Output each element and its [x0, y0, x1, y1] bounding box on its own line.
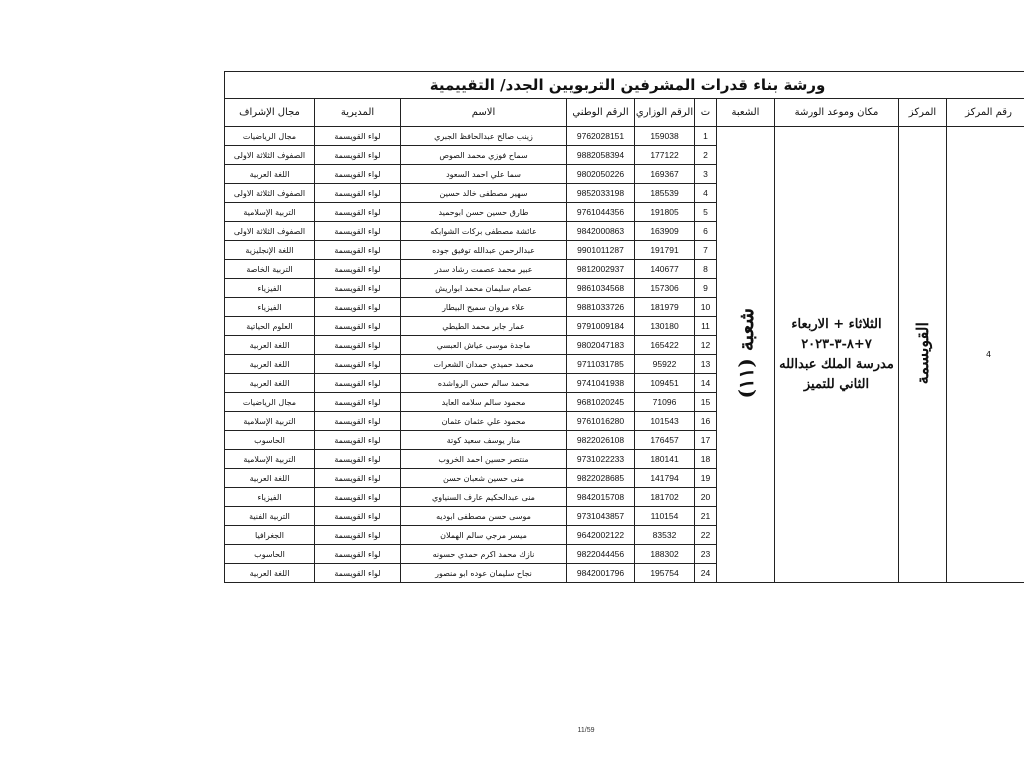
venue-cell	[775, 127, 899, 583]
participant-name: ميسر مرجي سالم الهملان	[401, 526, 567, 545]
participant-name: محمد سالم حسن الرواشده	[401, 374, 567, 393]
supervision-field: اللغة العربية	[225, 564, 315, 583]
row-index: 24	[695, 564, 717, 583]
table-row	[225, 127, 1024, 146]
directorate: لواء القويسمة	[315, 317, 401, 336]
participant-name: محمود سالم سلامه العايد	[401, 393, 567, 412]
ministry-number: 177122	[635, 146, 695, 165]
supervision-field: التربية الإسلامية	[225, 412, 315, 431]
ministry-number: 181979	[635, 298, 695, 317]
supervision-field: الفيزياء	[225, 279, 315, 298]
row-index: 5	[695, 203, 717, 222]
row-index: 8	[695, 260, 717, 279]
header-section: الشعبة	[717, 99, 775, 127]
national-number: 9822044456	[567, 545, 635, 564]
header-venue: مكان وموعد الورشة	[775, 99, 899, 127]
row-index: 18	[695, 450, 717, 469]
national-number: 9882058394	[567, 146, 635, 165]
national-number: 9731043857	[567, 507, 635, 526]
venue-dates: الثلاثاء + الاربعاء ٧+٨-٣-٢٠٢٣	[791, 316, 882, 352]
header-center: المركز	[899, 99, 947, 127]
page-number: 11/59	[577, 727, 595, 734]
directorate: لواء القويسمة	[315, 488, 401, 507]
participant-name: منى حسين شعبان حسن	[401, 469, 567, 488]
participant-name: عبدالرحمن عبدالله توفيق جوده	[401, 241, 567, 260]
participant-name: عائشة مصطفى بركات الشوابكه	[401, 222, 567, 241]
row-index: 14	[695, 374, 717, 393]
national-number: 9681020245	[567, 393, 635, 412]
participant-name: سماح فوزي محمد الصوص	[401, 146, 567, 165]
directorate: لواء القويسمة	[315, 241, 401, 260]
row-index: 23	[695, 545, 717, 564]
header-directorate: المديرية	[315, 99, 401, 127]
ministry-number: 163909	[635, 222, 695, 241]
directorate: لواء القويسمة	[315, 564, 401, 583]
directorate: لواء القويسمة	[315, 127, 401, 146]
directorate: لواء القويسمة	[315, 184, 401, 203]
row-index: 19	[695, 469, 717, 488]
directorate: لواء القويسمة	[315, 469, 401, 488]
directorate: لواء القويسمة	[315, 431, 401, 450]
participant-name: منى عبدالحكيم عارف السنياوي	[401, 488, 567, 507]
participant-name: منتصر حسين احمد الخروب	[401, 450, 567, 469]
ministry-number: 71096	[635, 393, 695, 412]
participant-name: سهير مصطفى خالد حسين	[401, 184, 567, 203]
national-number: 9822028685	[567, 469, 635, 488]
national-number: 9731022233	[567, 450, 635, 469]
directorate: لواء القويسمة	[315, 545, 401, 564]
ministry-number: 95922	[635, 355, 695, 374]
ministry-number: 181702	[635, 488, 695, 507]
row-index: 9	[695, 279, 717, 298]
participant-name: عصام سليمان محمد ابواريش	[401, 279, 567, 298]
participant-name: زينب صالح عبدالحافظ الجبري	[401, 127, 567, 146]
directorate: لواء القويسمة	[315, 412, 401, 431]
national-number: 9791009184	[567, 317, 635, 336]
directorate: لواء القويسمة	[315, 355, 401, 374]
supervision-field: الصفوف الثلاثة الاولى	[225, 146, 315, 165]
ministry-number: 169367	[635, 165, 695, 184]
participant-name: طارق حسين حسن ابوحميد	[401, 203, 567, 222]
row-index: 17	[695, 431, 717, 450]
supervision-field: اللغة العربية	[225, 374, 315, 393]
ministry-number: 188302	[635, 545, 695, 564]
ministry-number: 83532	[635, 526, 695, 545]
supervision-field: الصفوف الثلاثة الاولى	[225, 184, 315, 203]
national-number: 9842001796	[567, 564, 635, 583]
national-number: 9762028151	[567, 127, 635, 146]
header-center-no: رقم المركز	[947, 99, 1024, 127]
center-number-cell: 4	[947, 127, 1024, 583]
directorate: لواء القويسمة	[315, 260, 401, 279]
venue-place: مدرسة الملك عبدالله الثاني للتميز	[779, 356, 894, 392]
supervision-field: اللغة العربية	[225, 336, 315, 355]
table-title: ورشة بناء قدرات المشرفين التربويين الجدد/ التقييمية	[225, 72, 1024, 99]
supervision-field: الفيزياء	[225, 298, 315, 317]
ministry-number: 130180	[635, 317, 695, 336]
ministry-number: 140677	[635, 260, 695, 279]
national-number: 9761044356	[567, 203, 635, 222]
directorate: لواء القويسمة	[315, 507, 401, 526]
header-ministry-no: الرقم الوزاري	[635, 99, 695, 127]
national-number: 9861034568	[567, 279, 635, 298]
participant-name: منار يوسف سعيد كوتة	[401, 431, 567, 450]
section-label: شعبة (١١)	[733, 308, 758, 399]
participant-name: محمود علي عثمان عثمان	[401, 412, 567, 431]
ministry-number: 180141	[635, 450, 695, 469]
row-index: 1	[695, 127, 717, 146]
directorate: لواء القويسمة	[315, 298, 401, 317]
participant-name: ماجدة موسى عياش العبسي	[401, 336, 567, 355]
national-number: 9901011287	[567, 241, 635, 260]
directorate: لواء القويسمة	[315, 146, 401, 165]
row-index: 3	[695, 165, 717, 184]
participant-name: نازك محمد اكرم حمدي حسونه	[401, 545, 567, 564]
directorate: لواء القويسمة	[315, 374, 401, 393]
ministry-number: 191791	[635, 241, 695, 260]
national-number: 9881033726	[567, 298, 635, 317]
participant-name: موسى حسن مصطفى ابوديه	[401, 507, 567, 526]
participant-name: سما علي احمد السعود	[401, 165, 567, 184]
directorate: لواء القويسمة	[315, 450, 401, 469]
row-index: 7	[695, 241, 717, 260]
supervision-field: الصفوف الثلاثة الاولى	[225, 222, 315, 241]
header-name: الاسم	[401, 99, 567, 127]
directorate: لواء القويسمة	[315, 393, 401, 412]
row-index: 16	[695, 412, 717, 431]
supervision-field: التربية الإسلامية	[225, 450, 315, 469]
ministry-number: 159038	[635, 127, 695, 146]
supervision-field: التربية الخاصة	[225, 260, 315, 279]
section-cell	[717, 127, 775, 583]
supervision-field: التربية الإسلامية	[225, 203, 315, 222]
national-number: 9842015708	[567, 488, 635, 507]
header-idx: ت	[695, 99, 717, 127]
row-index: 21	[695, 507, 717, 526]
ministry-number: 195754	[635, 564, 695, 583]
ministry-number: 185539	[635, 184, 695, 203]
ministry-number: 191805	[635, 203, 695, 222]
center-name: القويسمة	[913, 322, 932, 385]
ministry-number: 101543	[635, 412, 695, 431]
table-body	[225, 127, 1024, 583]
supervision-field: الجغرافيا	[225, 526, 315, 545]
ministry-number: 176457	[635, 431, 695, 450]
supervision-field: العلوم الحياتية	[225, 317, 315, 336]
supervision-field: مجال الرياضيات	[225, 127, 315, 146]
national-number: 9842000863	[567, 222, 635, 241]
supervision-field: اللغة الإنجليزية	[225, 241, 315, 260]
directorate: لواء القويسمة	[315, 165, 401, 184]
national-number: 9761016280	[567, 412, 635, 431]
participants-table	[224, 71, 1024, 583]
row-index: 6	[695, 222, 717, 241]
supervision-field: الحاسوب	[225, 545, 315, 564]
supervision-field: اللغة العربية	[225, 469, 315, 488]
national-number: 9852033198	[567, 184, 635, 203]
row-index: 11	[695, 317, 717, 336]
directorate: لواء القويسمة	[315, 336, 401, 355]
row-index: 12	[695, 336, 717, 355]
directorate: لواء القويسمة	[315, 526, 401, 545]
ministry-number: 141794	[635, 469, 695, 488]
ministry-number: 157306	[635, 279, 695, 298]
row-index: 2	[695, 146, 717, 165]
participant-name: عبير محمد عصمت رشاد سدر	[401, 260, 567, 279]
row-index: 13	[695, 355, 717, 374]
ministry-number: 165422	[635, 336, 695, 355]
participant-name: عمار جابر محمد الطيطي	[401, 317, 567, 336]
supervision-field: التربية الفنية	[225, 507, 315, 526]
national-number: 9802047183	[567, 336, 635, 355]
ministry-number: 109451	[635, 374, 695, 393]
supervision-field: الحاسوب	[225, 431, 315, 450]
center-name-cell	[899, 127, 947, 583]
national-number: 9642002122	[567, 526, 635, 545]
national-number: 9711031785	[567, 355, 635, 374]
row-index: 10	[695, 298, 717, 317]
national-number: 9822026108	[567, 431, 635, 450]
participant-name: محمد حميدي حمدان الشعرات	[401, 355, 567, 374]
row-index: 15	[695, 393, 717, 412]
national-number: 9741041938	[567, 374, 635, 393]
row-index: 4	[695, 184, 717, 203]
supervision-field: الفيزياء	[225, 488, 315, 507]
directorate: لواء القويسمة	[315, 222, 401, 241]
participant-name: نجاح سليمان عوده ابو منصور	[401, 564, 567, 583]
row-index: 22	[695, 526, 717, 545]
national-number: 9802050226	[567, 165, 635, 184]
venue-info	[775, 315, 898, 395]
header-field: مجال الإشراف	[225, 99, 315, 127]
row-index: 20	[695, 488, 717, 507]
participant-name: علاء مروان سميح البيطار	[401, 298, 567, 317]
ministry-number: 110154	[635, 507, 695, 526]
national-number: 9812002937	[567, 260, 635, 279]
supervision-field: اللغة العربية	[225, 165, 315, 184]
supervision-field: مجال الرياضيات	[225, 393, 315, 412]
directorate: لواء القويسمة	[315, 203, 401, 222]
directorate: لواء القويسمة	[315, 279, 401, 298]
header-national-no: الرقم الوطني	[567, 99, 635, 127]
supervision-field: اللغة العربية	[225, 355, 315, 374]
